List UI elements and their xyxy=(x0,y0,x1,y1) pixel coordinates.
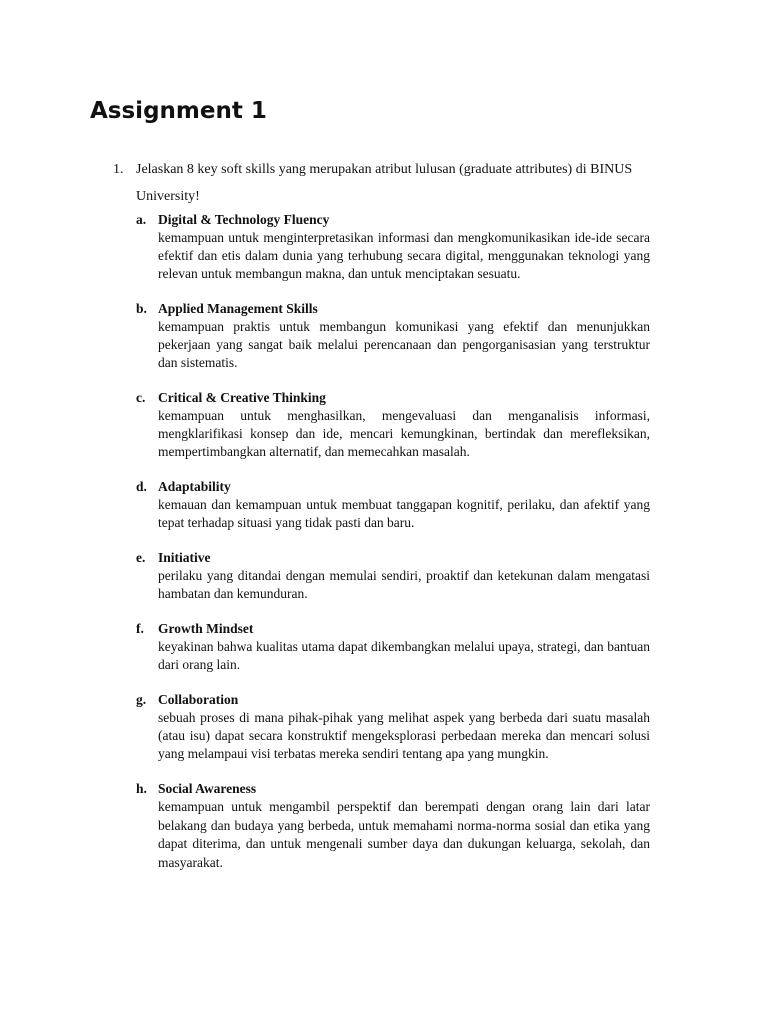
item-heading: Collaboration xyxy=(158,692,239,707)
list-item-digital-technology-fluency xyxy=(136,211,650,283)
item-description: kemampuan praktis untuk membangun komunikasi yang efektif dan menunjukkan pekerjaan yang sangat baik melalui perencanaan dan pengorganisasian yang terstruktur dan sistematis. xyxy=(158,319,650,370)
list-item-social-awareness xyxy=(136,780,650,872)
item-description: perilaku yang ditandai dengan memulai sendiri, proaktif dan ketekunan dalam mengatasi hambatan dan kemunduran. xyxy=(158,568,650,601)
list-item-initiative xyxy=(136,549,650,603)
item-letter: f. xyxy=(136,621,144,636)
list-item-growth-mindset xyxy=(136,620,650,674)
item-heading: Adaptability xyxy=(158,479,231,494)
question-text: Jelaskan 8 key soft skills yang merupakan atribut lulusan (graduate attributes) di BINUS University! xyxy=(136,162,633,204)
item-heading: Applied Management Skills xyxy=(158,301,318,316)
question-number: 1. xyxy=(113,162,124,177)
item-heading: Growth Mindset xyxy=(158,621,254,636)
list-item-critical-creative-thinking xyxy=(136,389,650,461)
item-description: kemampuan untuk mengambil perspektif dan berempati dengan orang lain dari latar belakang dan budaya yang berbeda, untuk memahami norma-norma sosial dan etika yang dapat diterima, dan untuk mengenali sumber daya dan dukungan keluarga, sekolah, dan masyarakat. xyxy=(158,799,650,870)
page-title: Assignment 1 xyxy=(90,98,267,124)
item-heading: Initiative xyxy=(158,550,211,565)
item-letter: d. xyxy=(136,479,147,494)
list-item-collaboration xyxy=(136,691,650,763)
item-description: kemauan dan kemampuan untuk membuat tanggapan kognitif, perilaku, dan afektif yang tepat terhadap situasi yang tidak pasti dan baru. xyxy=(158,497,650,530)
item-letter: c. xyxy=(136,390,146,405)
item-description: keyakinan bahwa kualitas utama dapat dikembangkan melalui upaya, strategi, dan bantuan dari orang lain. xyxy=(158,639,650,672)
item-heading: Digital & Technology Fluency xyxy=(158,212,330,227)
item-description: kemampuan untuk menghasilkan, mengevaluasi dan menganalisis informasi, mengklarifikasi konsep dan ide, mencari kemungkinan, bertindak dan merefleksikan, mempertimbangkan alternatif, dan memecahkan masalah. xyxy=(158,408,650,459)
item-letter: h. xyxy=(136,781,147,796)
item-heading: Social Awareness xyxy=(158,781,257,796)
item-letter: e. xyxy=(136,550,146,565)
list-item-adaptability xyxy=(136,478,650,532)
item-letter: a. xyxy=(136,212,147,227)
item-letter: b. xyxy=(136,301,147,316)
list-item-applied-management-skills xyxy=(136,300,650,372)
answer-list xyxy=(136,211,650,889)
item-description: kemampuan untuk menginterpretasikan informasi dan mengkomunikasikan ide-ide secara efektif dan etis dalam dunia yang terhubung secara digital, menggunakan teknologi yang relevan untuk membangun makna, dan untuk menciptakan sesuatu. xyxy=(158,230,650,281)
item-description: sebuah proses di mana pihak-pihak yang melihat aspek yang berbeda dari suatu masalah (atau isu) dapat secara konstruktif mengeksplorasi perbedaan mereka dan mencari solusi yang melampaui visi terbatas mereka sendiri tentang apa yang mungkin. xyxy=(158,710,650,761)
question-1 xyxy=(113,156,673,210)
item-letter: g. xyxy=(136,692,147,707)
item-heading: Critical & Creative Thinking xyxy=(158,390,326,405)
